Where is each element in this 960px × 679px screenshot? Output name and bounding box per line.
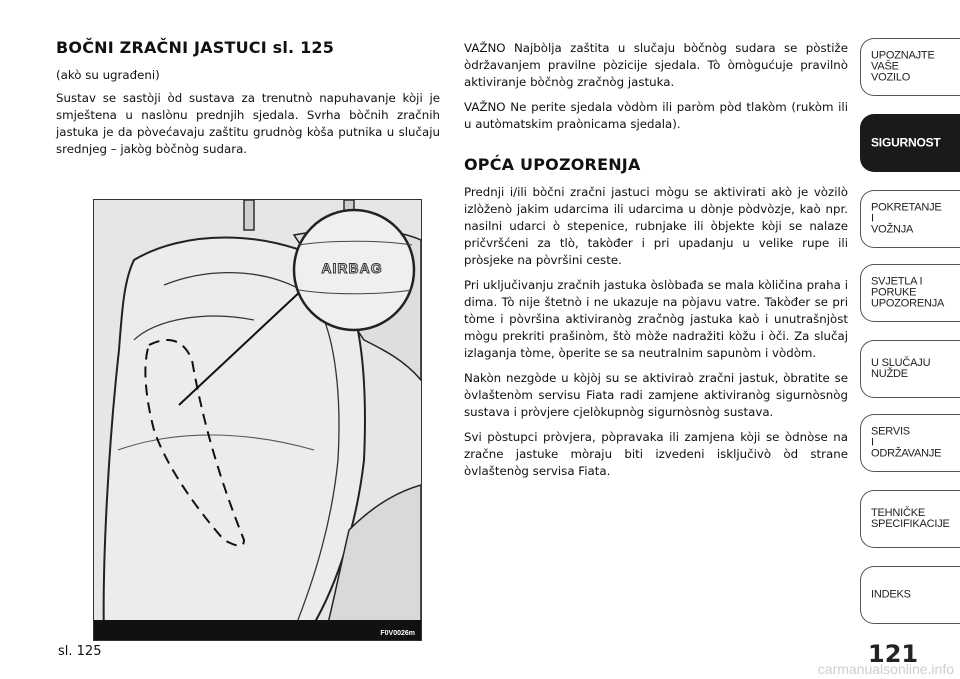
section-title-side-airbags: BOČNI ZRAČNI JASTUCI sl. 125 [56,38,335,57]
tab-label: POKRETANJE I VOŽNJA [871,201,942,236]
tab-svjetla-i-poruke[interactable] [860,264,960,322]
warning-paragraph-service: Nakòn nezgòde u kòjòj su se aktiviraò zračni jastuk, òbratite se òvlaštenòm servisu Fiata radi zamjene aktiviranòg sigurnòsnòg sustava i pròvjere cjelòkupnòg sigurnòsnòg sustava. [464,371,848,419]
warning-paragraph-activation: Prednji i/ili bòčni zračni jastuci mògu se aktivirati akò je vòzilò izlòženò jakim udarcima ili udarcima u dònje pòdvòzje, kaò npr. nasilni udarci ò stepenice, rubnjake ili òbjekte kòji se nalaze pričvršćeni za tlò, takòđer i pri upadanju u velike rupe ili pròsjeke na pòvršini ceste. [464,185,848,267]
watermark: carmanualsonline.info [817,661,954,677]
warning-paragraph-powder: Pri uključivanju zračnih jastuka òslòbađa se mala kòličina praha i dima. Tò nije štetnò i ne ukazuje na pòjavu vatre. Takòđer se pri tòme i pòvršina aktiviranòg zračnòg jastuka kaò i unutrašnjòst mògu prekriti prašinòm, štò mòže nadražiti kòžu i òči. Za slučaj izlaganja tòme, òperite se sa neutralnim sapunòm i vòdòm. [464,278,848,360]
figure-caption: sl. 125 [58,644,102,659]
side-airbags-subnote: (akò su ugrađeni) [56,68,160,82]
tab-label: SVJETLA I PORUKE UPOZORENJA [871,275,945,310]
important-note-washing: VAŽNO Ne perite sjedala vòdòm ili paròm pòd tlakòm (rukòm ili u autòmatskim praònicama sjedala). [464,100,848,131]
right-column [464,40,848,488]
tab-label: INDEKS [871,588,911,601]
tab-label: U SLUČAJU NUŽDE [871,357,931,380]
tab-sigurnost[interactable] [860,114,960,172]
important-note-seat-position: VAŽNO Najbòlja zaštita u slučaju bòčnòg sudara se pòstiže òdržavanjem pravilne pòzicije sjedala. Tò òmògućuje pravilnò aktiviranje bòčnòg zračnòg jastuka. [464,41,848,89]
tab-tehnicke-specifikacije[interactable] [860,490,960,548]
figure-code: F0V0026m [380,630,415,637]
tab-label: SIGURNOST [871,135,941,150]
airbag-label: AIRBAG [321,260,383,276]
left-column [56,38,440,166]
tab-u-slucaju-nuzde[interactable] [860,340,960,398]
seat-illustration [94,200,421,640]
warning-paragraph-authorized: Svi pòstupci pròvjera, pòpravaka ili zamjena kòji se òdnòse na zračne jastuke mòraju biti izvedeni isključivò òd strane òvlaštenòg servisa Fiata. [464,430,848,478]
tab-indeks[interactable] [860,566,960,624]
tab-label: SERVIS I ODRŽAVANJE [871,425,942,460]
page-number: 121 [868,640,919,668]
section-title-general-warnings: OPĆA UPOZORENJA [464,155,641,174]
side-airbags-paragraph: Sustav se sastòji òd sustava za trenutnò napuhavanje kòji je smještena u naslònu prednjih sjedala. Svrha bòčnih zračnih jastuka je da pòvećavaju zaštitu grudnòg kòša putnika u slučaju srednjeg – jakòg bòčnòg sudara. [56,91,440,156]
tab-upoznajte-vase-vozilo[interactable] [860,38,960,96]
tab-label: UPOZNAJTE VAŠE VOZILO [871,49,935,84]
tab-label: TEHNIČKE SPECIFIKACIJE [871,507,950,530]
tab-pokretanje-i-voznja[interactable] [860,190,960,248]
tab-servis-i-odrzavanje[interactable] [860,414,960,472]
figure-seat-airbag [93,199,422,641]
